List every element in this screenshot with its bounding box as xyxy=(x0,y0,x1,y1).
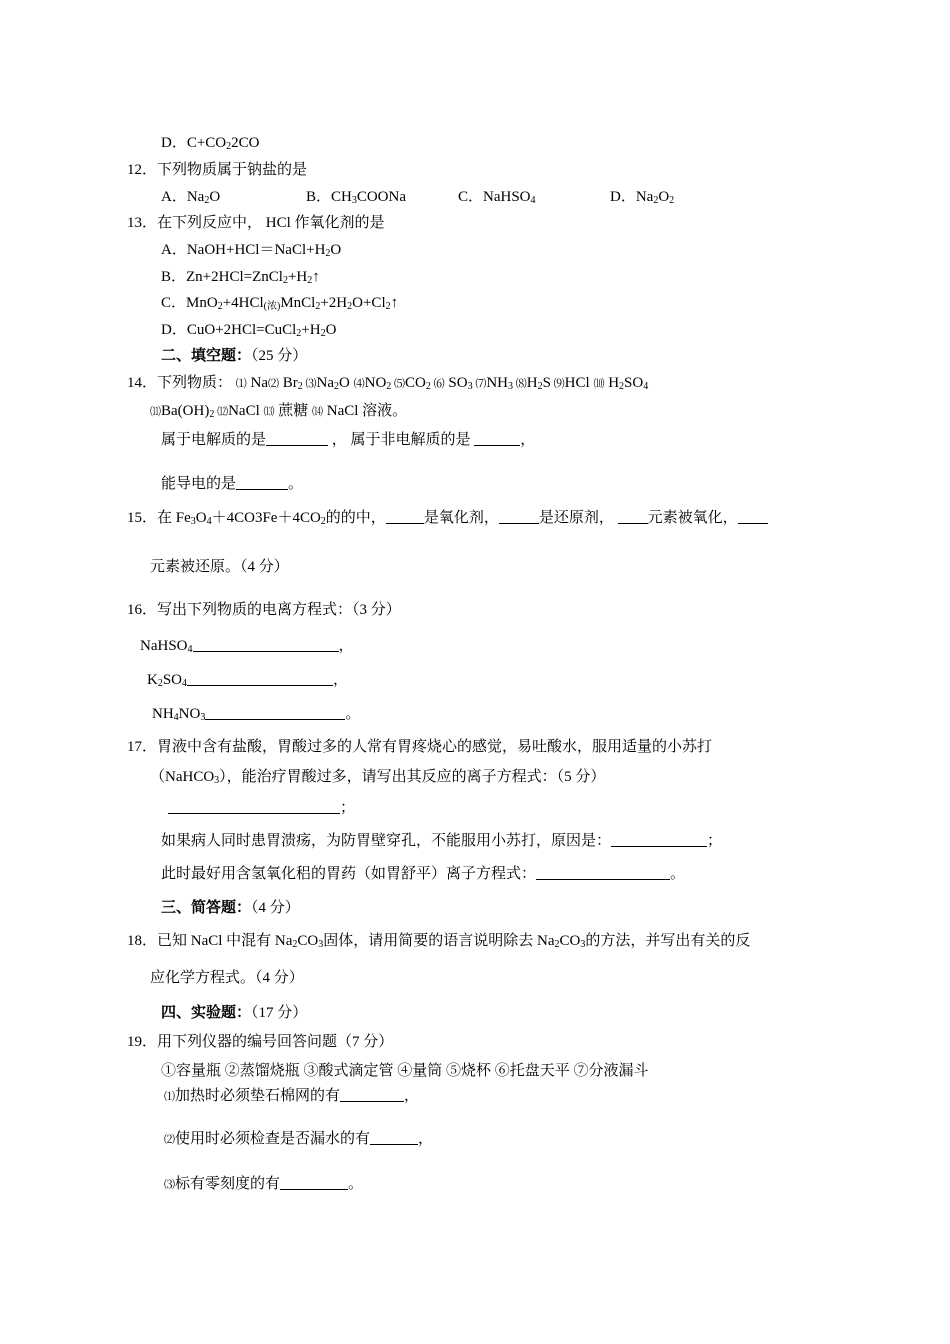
answer-blank-ionic-equation[interactable] xyxy=(168,799,340,814)
answer-blank-reason[interactable] xyxy=(611,832,707,847)
q13-option-a: A．$NaOH+HCl=NaCl+H_2O$ xyxy=(161,242,342,259)
q12-stem: 12．下列物质属于钠盐的是 xyxy=(127,162,308,178)
answer-blank-leak-check[interactable] xyxy=(370,1130,418,1145)
q19-instrument-list: ①容量瓶 ②蒸馏烧瓶 ③酸式滴定管 ④量筒 ⑤烧杯 ⑥托盘天平 ⑦分液漏斗 xyxy=(161,1063,649,1079)
answer-blank-conductor[interactable] xyxy=(236,475,288,490)
q13-stem: 13．在下列反应中， HCl 作氧化剂的是 xyxy=(127,215,385,231)
q19-part3: ⑶标有零刻度的有 。 xyxy=(164,1176,364,1192)
q12-option-b: B．$CH_3COONa$ xyxy=(306,189,407,206)
answer-blank-alternative-equation[interactable] xyxy=(536,865,670,880)
answer-blank-reduced-element[interactable] xyxy=(738,509,768,524)
q14-electrolyte-line: 属于电解质的是 ， 属于非电解质的是 ， xyxy=(161,432,536,448)
section-heading-short-answer: 三、简答题：（4 分） xyxy=(161,900,300,916)
q19-stem: 19．用下列仪器的编号回答问题（7 分） xyxy=(127,1034,394,1050)
answer-blank-nh4no3[interactable] xyxy=(205,705,345,720)
q17-alternative-line: 此时最好用含氢氧化稆的胃药（如胃舒平）离子方程式： 。 xyxy=(161,866,686,882)
answer-blank-k2so4[interactable] xyxy=(187,671,333,686)
q12-option-a: A．$Na_2O$ xyxy=(161,189,221,206)
q15-line2: 元素被还原。（4 分） xyxy=(150,559,289,575)
q16-formula-nh4no3: $NH_4NO_3$ 。 xyxy=(152,706,361,723)
q14-substance-list-line1: 14．下列物质： ⑴ Na⑵ $Br_2$ $⑶Na_2O$ $⑷NO_2$ $⑸CO_2$ ⑹ $SO_3$ $⑺NH_3$ $⑻H_2S$ ⑼HCl ⑽ $H_2SO_4$ xyxy=(127,375,649,392)
answer-blank-zero-mark[interactable] xyxy=(280,1175,348,1190)
q17-reason-line: 如果病人同时患胃溃疡，为防胃壁穿孔，不能服用小苏打，原因是： ； xyxy=(161,833,723,849)
answer-blank-asbestos-gauze[interactable] xyxy=(340,1087,404,1102)
answer-blank-nahso4[interactable] xyxy=(193,637,339,652)
q18-stem: 18．已知 NaCl 中混有 $Na_2CO_3$固体，请用简要的语言说明除去 $Na_2CO_3$的方法，并写出有关的反 xyxy=(127,933,751,950)
q17-answer-line1: ； xyxy=(168,798,355,818)
q12-option-c: C．NaHSO$_4$ xyxy=(458,189,536,206)
q14-substance-list-line2: $⑾Ba(OH)_2$ ⑿NaCl ⒀ 蔗糖 ⒁ NaCl 溶液。 xyxy=(150,403,408,420)
q13-option-c: C．$MnO_2+4HCl_{(浓)}MnCl_2+2H_2O+Cl_2↑$ xyxy=(161,295,399,312)
q14-conductor-line: 能导电的是 。 xyxy=(161,476,304,492)
q17-stem-line1: 17．胃液中含有盐酸，胃酸过多的人常有胃疼烧心的感觉，易吐酸水，服用适量的小苏打 xyxy=(127,739,713,755)
answer-blank-nonelectrolyte[interactable] xyxy=(474,431,520,446)
q13-option-b: B．$Zn+2HCl=ZnCl_2+H_2↑$ xyxy=(161,269,320,286)
answer-blank-oxidant[interactable] xyxy=(386,509,424,524)
q19-part1: ⑴加热时必须垫石棉网的有 ， xyxy=(164,1088,420,1104)
q18-line2: 应化学方程式。（4 分） xyxy=(150,970,304,986)
q16-formula-nahso4: NaHSO$_4$ ， xyxy=(140,638,354,655)
q15-stem: 15．在 $Fe_3O_4+4CO3Fe+4CO_2$的的中， 是氧化剂， 是还原剂， 元素被氧化， xyxy=(127,508,768,528)
answer-blank-oxidized-element[interactable] xyxy=(618,509,648,524)
answer-blank-reductant[interactable] xyxy=(499,509,539,524)
q19-part2: ⑵使用时必须检查是否漏水的有 ， xyxy=(164,1131,434,1147)
section-heading-experiment: 四、实验题：（17 分） xyxy=(161,1005,308,1021)
answer-blank-electrolyte[interactable] xyxy=(266,431,328,446)
q17-stem-line2: （NaHCO$_3$），能治疗胃酸过多，请写出其反应的离子方程式：（5 分） xyxy=(150,769,606,786)
q16-formula-k2so4: $K_2SO_4$ ， xyxy=(147,672,349,689)
q16-stem: 16．写出下列物质的电离方程式：（3 分） xyxy=(127,602,401,618)
q13-option-d: D．$CuO+2HCl=CuCl_2+H_2O$ xyxy=(161,322,337,339)
section-heading-fill-in: 二、填空题：（25 分） xyxy=(161,348,308,364)
q11-option-d: D．$C+CO_22CO$ xyxy=(161,135,260,152)
q12-option-d: D．$Na_2O_2$ xyxy=(610,189,675,206)
